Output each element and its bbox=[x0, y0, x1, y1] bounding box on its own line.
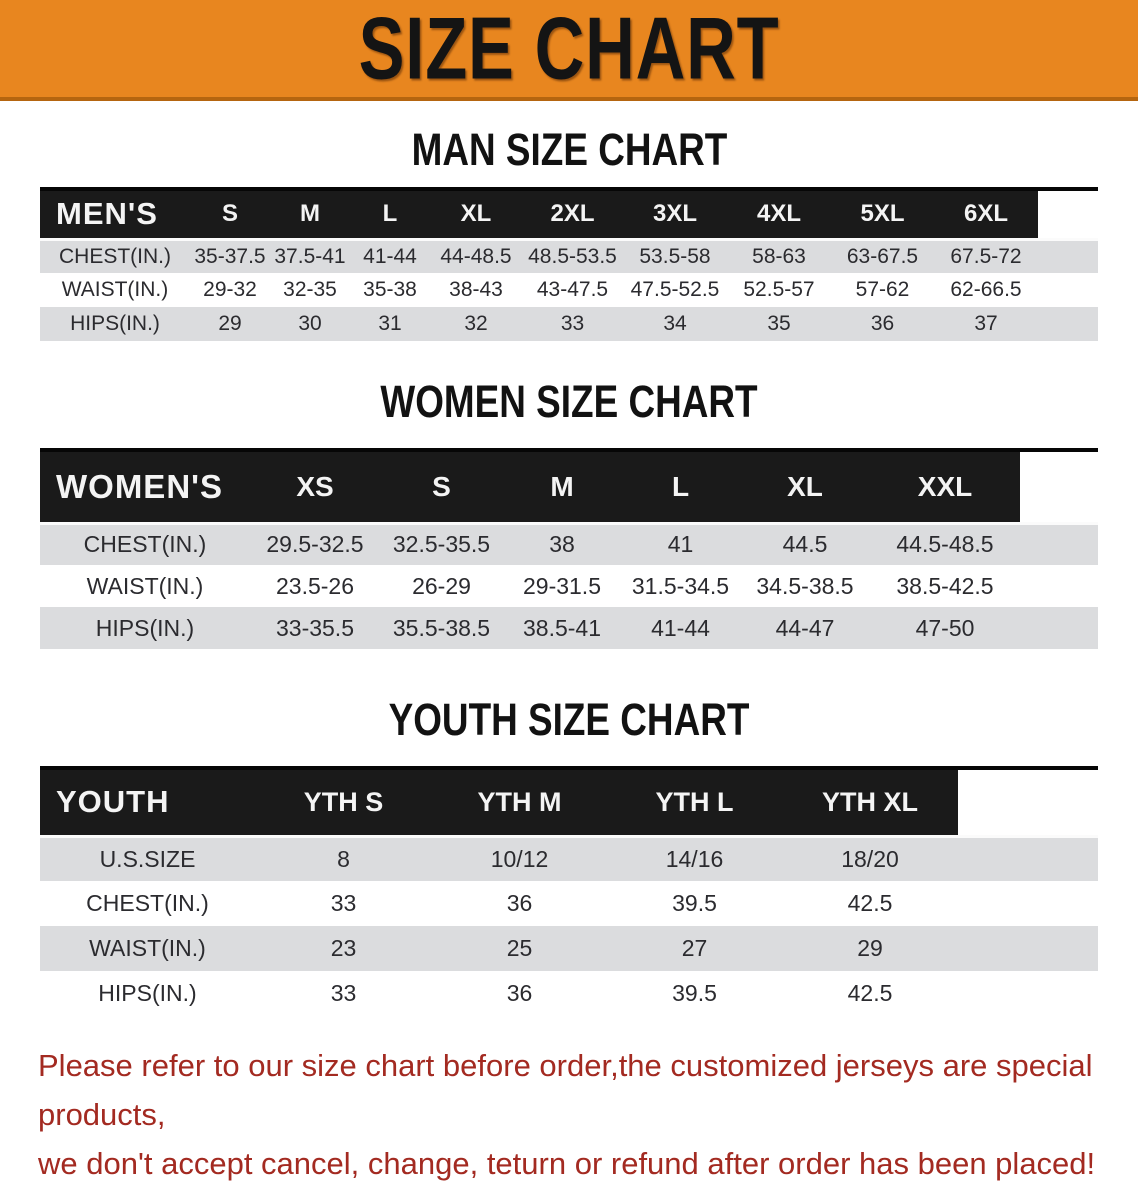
row-label: WAIST(IN.) bbox=[40, 926, 255, 971]
table-row bbox=[40, 881, 1098, 926]
row-label: HIPS(IN.) bbox=[40, 971, 255, 1016]
column-header: M bbox=[503, 450, 621, 523]
size-value-cell: 44-47 bbox=[740, 607, 870, 649]
column-header: L bbox=[350, 189, 430, 239]
table-row bbox=[40, 836, 1098, 881]
size-value-cell: 48.5-53.5 bbox=[522, 239, 623, 273]
size-value-cell: 44.5 bbox=[740, 523, 870, 565]
size-value-cell: 36 bbox=[432, 881, 607, 926]
size-value-cell: 36 bbox=[831, 307, 934, 341]
size-value-cell: 29 bbox=[782, 926, 958, 971]
size-value-cell: 34.5-38.5 bbox=[740, 565, 870, 607]
size-value-cell: 53.5-58 bbox=[623, 239, 727, 273]
size-value-cell: 47-50 bbox=[870, 607, 1020, 649]
size-value-cell: 35-37.5 bbox=[190, 239, 270, 273]
size-value-cell: 8 bbox=[255, 836, 432, 881]
row-filler bbox=[958, 881, 1098, 926]
size-value-cell: 62-66.5 bbox=[934, 273, 1038, 307]
row-filler bbox=[1038, 239, 1098, 273]
row-label: U.S.SIZE bbox=[40, 836, 255, 881]
size-value-cell: 41-44 bbox=[350, 239, 430, 273]
size-value-cell: 33 bbox=[255, 881, 432, 926]
size-value-cell: 35 bbox=[727, 307, 831, 341]
size-value-cell: 38-43 bbox=[430, 273, 522, 307]
table-corner-label: YOUTH bbox=[40, 768, 255, 836]
size-value-cell: 38.5-42.5 bbox=[870, 565, 1020, 607]
size-value-cell: 41 bbox=[621, 523, 740, 565]
youth-header-row bbox=[40, 768, 1098, 836]
size-value-cell: 33 bbox=[522, 307, 623, 341]
row-filler bbox=[1020, 523, 1098, 565]
table-row bbox=[40, 971, 1098, 1016]
column-header: M bbox=[270, 189, 350, 239]
size-value-cell: 31 bbox=[350, 307, 430, 341]
column-header: 6XL bbox=[934, 189, 1038, 239]
size-value-cell: 41-44 bbox=[621, 607, 740, 649]
table-row bbox=[40, 239, 1098, 273]
column-header: YTH M bbox=[432, 768, 607, 836]
column-header: 4XL bbox=[727, 189, 831, 239]
size-value-cell: 29.5-32.5 bbox=[250, 523, 380, 565]
size-value-cell: 67.5-72 bbox=[934, 239, 1038, 273]
row-filler bbox=[1020, 565, 1098, 607]
table-row bbox=[40, 523, 1098, 565]
size-value-cell: 31.5-34.5 bbox=[621, 565, 740, 607]
size-value-cell: 38.5-41 bbox=[503, 607, 621, 649]
disclaimer bbox=[38, 1042, 1138, 1189]
size-value-cell: 33 bbox=[255, 971, 432, 1016]
row-label: CHEST(IN.) bbox=[40, 881, 255, 926]
row-label: HIPS(IN.) bbox=[40, 607, 250, 649]
banner bbox=[0, 0, 1138, 101]
column-header: L bbox=[621, 450, 740, 523]
table-row bbox=[40, 273, 1098, 307]
size-value-cell: 35-38 bbox=[350, 273, 430, 307]
size-value-cell: 42.5 bbox=[782, 971, 958, 1016]
men-size-table bbox=[40, 187, 1098, 341]
column-header: YTH S bbox=[255, 768, 432, 836]
size-value-cell: 39.5 bbox=[607, 971, 782, 1016]
size-value-cell: 38 bbox=[503, 523, 621, 565]
column-header: S bbox=[190, 189, 270, 239]
size-value-cell: 23.5-26 bbox=[250, 565, 380, 607]
size-value-cell: 10/12 bbox=[432, 836, 607, 881]
size-value-cell: 32.5-35.5 bbox=[380, 523, 503, 565]
row-label: CHEST(IN.) bbox=[40, 239, 190, 273]
size-value-cell: 18/20 bbox=[782, 836, 958, 881]
size-value-cell: 23 bbox=[255, 926, 432, 971]
row-label: WAIST(IN.) bbox=[40, 273, 190, 307]
youth-size-table bbox=[40, 766, 1098, 1016]
row-filler bbox=[958, 971, 1098, 1016]
column-header: 3XL bbox=[623, 189, 727, 239]
disclaimer-line-1: Please refer to our size chart before order,the customized jerseys are special products, bbox=[38, 1048, 1093, 1132]
size-value-cell: 35.5-38.5 bbox=[380, 607, 503, 649]
column-header: XXL bbox=[870, 450, 1020, 523]
size-value-cell: 29-31.5 bbox=[503, 565, 621, 607]
row-filler bbox=[958, 926, 1098, 971]
table-row bbox=[40, 565, 1098, 607]
column-header: YTH L bbox=[607, 768, 782, 836]
size-value-cell: 39.5 bbox=[607, 881, 782, 926]
women-size-table bbox=[40, 448, 1098, 649]
column-header: XS bbox=[250, 450, 380, 523]
size-value-cell: 27 bbox=[607, 926, 782, 971]
row-filler bbox=[1020, 607, 1098, 649]
size-value-cell: 26-29 bbox=[380, 565, 503, 607]
size-value-cell: 14/16 bbox=[607, 836, 782, 881]
column-header: XL bbox=[430, 189, 522, 239]
size-value-cell: 42.5 bbox=[782, 881, 958, 926]
size-value-cell: 57-62 bbox=[831, 273, 934, 307]
row-filler bbox=[958, 836, 1098, 881]
column-header: 2XL bbox=[522, 189, 623, 239]
column-header: XL bbox=[740, 450, 870, 523]
men-section-heading: MAN SIZE CHART bbox=[411, 124, 727, 175]
size-value-cell: 33-35.5 bbox=[250, 607, 380, 649]
women-section-heading: WOMEN SIZE CHART bbox=[380, 376, 758, 427]
column-header: YTH XL bbox=[782, 768, 958, 836]
size-value-cell: 29-32 bbox=[190, 273, 270, 307]
row-filler bbox=[1038, 273, 1098, 307]
youth-section-heading: YOUTH SIZE CHART bbox=[388, 694, 750, 745]
page-title: SIZE CHART bbox=[358, 0, 780, 98]
size-value-cell: 37.5-41 bbox=[270, 239, 350, 273]
header-filler bbox=[1020, 450, 1098, 523]
size-value-cell: 63-67.5 bbox=[831, 239, 934, 273]
row-label: CHEST(IN.) bbox=[40, 523, 250, 565]
size-value-cell: 44-48.5 bbox=[430, 239, 522, 273]
size-value-cell: 47.5-52.5 bbox=[623, 273, 727, 307]
row-label: HIPS(IN.) bbox=[40, 307, 190, 341]
header-filler bbox=[1038, 189, 1098, 239]
size-value-cell: 32 bbox=[430, 307, 522, 341]
women-header-row bbox=[40, 450, 1098, 523]
size-value-cell: 43-47.5 bbox=[522, 273, 623, 307]
table-row bbox=[40, 926, 1098, 971]
column-header: 5XL bbox=[831, 189, 934, 239]
men-header-row bbox=[40, 189, 1098, 239]
disclaimer-line-2: we don't accept cancel, change, teturn or refund after order has been placed! bbox=[38, 1145, 1096, 1181]
size-value-cell: 58-63 bbox=[727, 239, 831, 273]
size-value-cell: 52.5-57 bbox=[727, 273, 831, 307]
size-value-cell: 29 bbox=[190, 307, 270, 341]
row-filler bbox=[1038, 307, 1098, 341]
size-value-cell: 25 bbox=[432, 926, 607, 971]
header-filler bbox=[958, 768, 1098, 836]
row-label: WAIST(IN.) bbox=[40, 565, 250, 607]
size-value-cell: 30 bbox=[270, 307, 350, 341]
table-corner-label: MEN'S bbox=[40, 189, 190, 239]
size-value-cell: 37 bbox=[934, 307, 1038, 341]
column-header: S bbox=[380, 450, 503, 523]
table-row bbox=[40, 307, 1098, 341]
size-value-cell: 32-35 bbox=[270, 273, 350, 307]
size-value-cell: 36 bbox=[432, 971, 607, 1016]
table-corner-label: WOMEN'S bbox=[40, 450, 250, 523]
size-value-cell: 34 bbox=[623, 307, 727, 341]
table-row bbox=[40, 607, 1098, 649]
size-value-cell: 44.5-48.5 bbox=[870, 523, 1020, 565]
